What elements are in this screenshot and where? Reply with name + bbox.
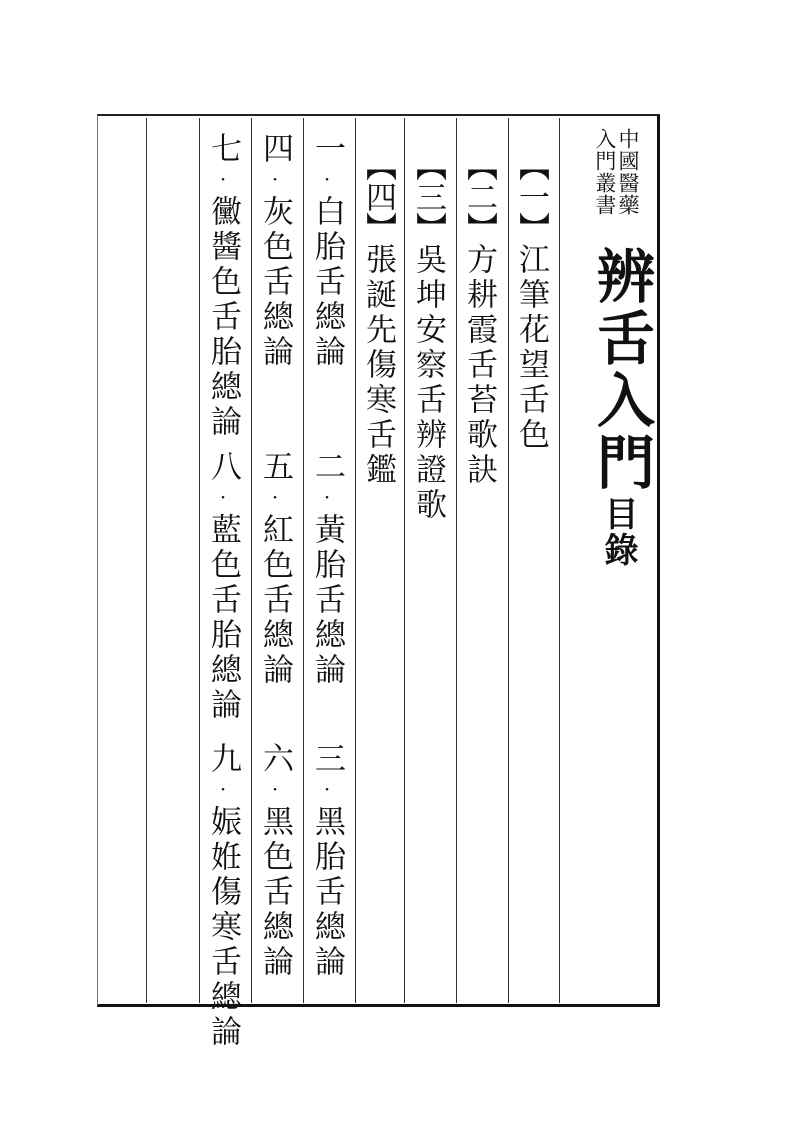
section-name: 方耕霞舌苔歌訣 <box>461 243 497 488</box>
column-rule <box>303 118 304 1003</box>
column-rule <box>559 118 560 1003</box>
section-number: 【一】 <box>513 150 549 243</box>
column-rule <box>508 118 509 1003</box>
separator-dot: · <box>263 777 287 805</box>
section-entry-1 <box>513 150 549 453</box>
column-rule <box>146 118 147 1003</box>
sub-item-label: 二 <box>309 450 345 485</box>
sub-item-name: 黑胎舌總論 <box>309 805 345 980</box>
sub-item-label: 一 <box>309 132 345 167</box>
section-entry-4 <box>360 150 396 488</box>
sub-item-label: 五 <box>257 450 293 485</box>
sub-item-name: 黴醬色舌胎總論 <box>205 195 241 440</box>
sub-item-name: 藍色舌胎總論 <box>205 513 241 723</box>
section-entry-2 <box>461 150 497 488</box>
separator-dot: · <box>315 485 339 513</box>
section-number: 【四】 <box>360 150 396 243</box>
column-rule <box>456 118 457 1003</box>
sub-item-name: 白胎舌總論 <box>309 195 345 370</box>
sub-item-label: 六 <box>257 742 293 777</box>
sub-item-name: 娠姙傷寒舌總論 <box>205 805 241 1050</box>
separator-dot: · <box>263 485 287 513</box>
book-title: 辨舌入門 <box>587 246 655 494</box>
sub-item-label: 三 <box>309 742 345 777</box>
section-name: 江筆花望舌色 <box>513 243 549 453</box>
section-entry-3 <box>410 150 446 523</box>
sub-item-1 <box>309 132 345 370</box>
separator-dot: · <box>211 167 235 195</box>
contents-heading: 目錄 <box>598 496 638 568</box>
section-name: 張誕先傷寒舌鑑 <box>360 243 396 488</box>
series-title <box>589 128 639 216</box>
sub-item-name: 灰色舌總論 <box>257 195 293 370</box>
sub-item-label: 七 <box>205 132 241 167</box>
sub-item-label: 九 <box>205 742 241 777</box>
separator-dot: · <box>263 167 287 195</box>
sub-item-name: 黃胎舌總論 <box>309 513 345 688</box>
column-rule <box>199 118 200 1003</box>
section-name: 吳坤安察舌辨證歌 <box>410 243 446 523</box>
sub-item-3 <box>309 742 345 980</box>
column-rule <box>251 118 252 1003</box>
separator-dot: · <box>315 777 339 805</box>
sub-item-name: 紅色舌總論 <box>257 513 293 688</box>
sub-item-4 <box>257 132 293 370</box>
sub-item-label: 四 <box>257 132 293 167</box>
sub-item-5 <box>257 450 293 688</box>
sub-item-2 <box>309 450 345 688</box>
column-rule <box>355 118 356 1003</box>
sub-item-6 <box>257 742 293 980</box>
section-number: 【三】 <box>410 150 446 243</box>
sub-item-9 <box>205 742 241 1050</box>
sub-item-7 <box>205 132 241 440</box>
separator-dot: · <box>211 485 235 513</box>
sub-item-label: 八 <box>205 450 241 485</box>
series-line-2: 入門叢書 <box>592 128 617 216</box>
section-number: 【二】 <box>461 150 497 243</box>
sub-item-8 <box>205 450 241 723</box>
separator-dot: · <box>211 777 235 805</box>
sub-item-name: 黑色舌總論 <box>257 805 293 980</box>
separator-dot: · <box>315 167 339 195</box>
series-line-1: 中國醫藥 <box>616 128 640 216</box>
column-rule <box>404 118 405 1003</box>
